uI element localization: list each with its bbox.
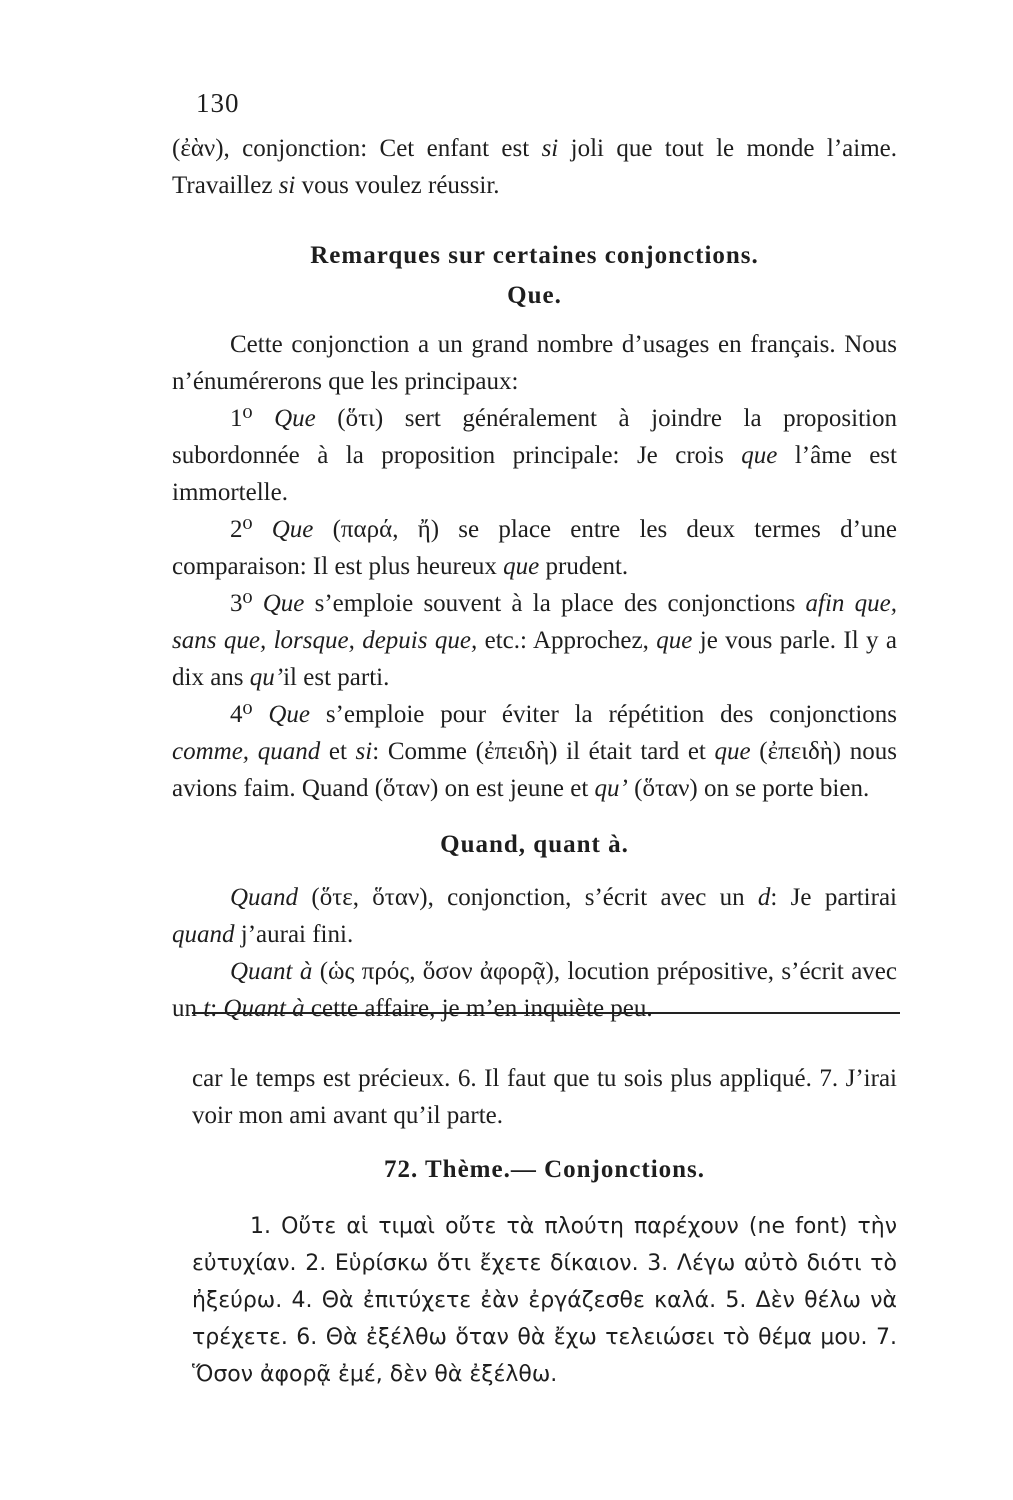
section-divider <box>192 1012 900 1014</box>
que-usage-1: 1⁰ Que (ὅτι) sert généralement à joindre la proposition subordonnée à la proposition principale: Je crois que l’âme est immortelle. <box>172 405 897 506</box>
intro-paragraph: (ἐὰν), conjonction: Cet enfant est si joli que tout le monde l’aime. Travaillez si vous voulez réussir. <box>172 135 897 199</box>
quand-paragraph: Quand (ὅτε, ὅταν), conjonction, s’écrit avec un d: Je partirai quand j’aurai fini. <box>172 884 897 948</box>
main-text-lower <box>192 1060 897 1393</box>
quant-paragraph: Quant à (ὡς πρός, ὅσον ἀφορᾷ), locution prépositive, s’écrit avec un t: Quant à cette affaire, je m’en inquiète peu. <box>172 958 897 1022</box>
que-intro-paragraph: Cette conjonction a un grand nombre d’usages en français. Nous n’énumérerons que les principaux: <box>172 331 897 395</box>
page-number: 130 <box>196 88 240 118</box>
que-usage-3: 3⁰ Que s’emploie souvent à la place des conjonctions afin que, sans que, lorsque, depuis que, etc.: Approchez, que je vous parle. Il y a dix ans qu’il est parti. <box>172 590 898 691</box>
main-text-upper <box>172 130 897 1027</box>
heading-remarques: Remarques sur certaines conjonctions. <box>310 242 759 269</box>
que-usage-4: 4⁰ Que s’emploie pour éviter la répétition des conjonctions comme, quand et si: Comme (ἐπειδὴ) il était tard et que (ἐπειδὴ) nous avions faim. Quand (ὅταν) on est jeune et qu’ (ὅταν) on se porte bien. <box>172 701 898 802</box>
que-usage-2: 2⁰ Que (παρά, ἤ) se place entre les deux termes d’une comparaison: Il est plus heureux que prudent. <box>172 516 897 580</box>
heading-quand-quant: Quand, quant à. <box>440 831 629 858</box>
greek-exercise: 1. Οὔτε αἱ τιμαὶ οὔτε τὰ πλούτη παρέχουν (ne font) τὴν εὐτυχίαν. 2. Εὑρίσκω ὅτι ἔχετε δίκαιον. 3. Λέγω αὐτὸ διότι τὸ ἠξεύρω. 4. Θὰ ἐπιτύχετε ἐὰν ἐργάζεσθε καλά. 5. Δὲν θέλω νὰ τρέχετε. 6. Θὰ ἐξέλθω ὅταν θὰ ἔχω τελειώσει τὸ θέμα μου. 7. Ὅσον ἀφορᾷ ἐμέ, δὲν θὰ ἐξέλθω. <box>192 1214 897 1387</box>
continuation-paragraph: car le temps est précieux. 6. Il faut que tu sois plus appliqué. 7. J’irai voir mon ami avant qu’il parte. <box>192 1065 897 1129</box>
heading-que: Que. <box>507 282 562 309</box>
heading-theme: 72. Thème.— Conjonctions. <box>383 1156 706 1183</box>
